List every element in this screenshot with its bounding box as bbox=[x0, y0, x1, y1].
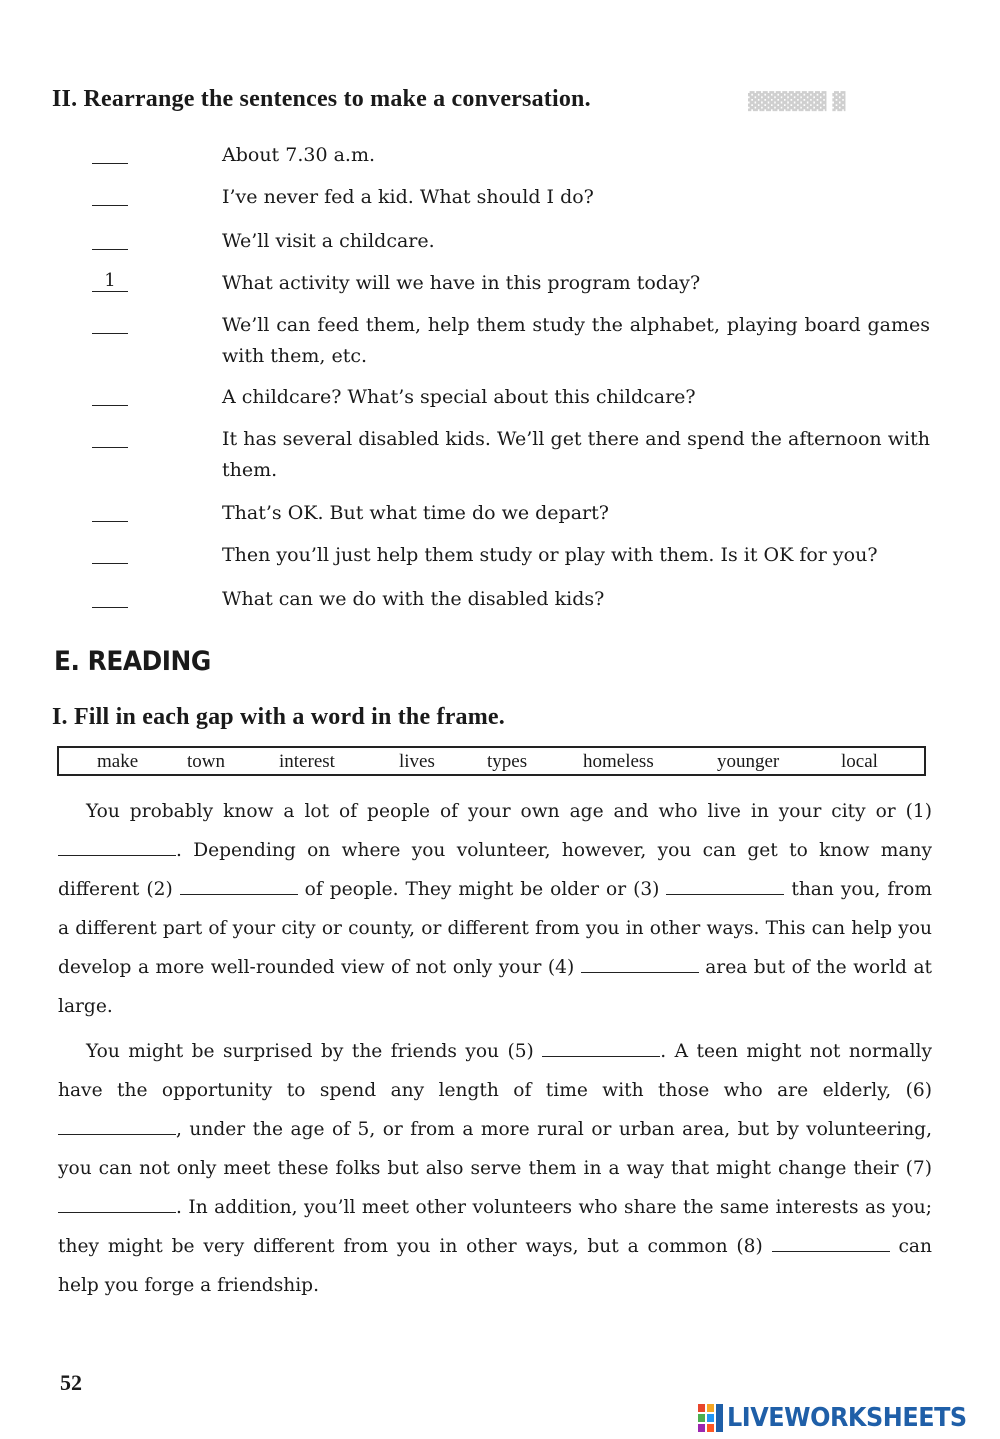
order-answer-input[interactable]: 1 bbox=[92, 270, 128, 292]
conversation-sentence: We’ll visit a childcare. bbox=[222, 230, 435, 252]
gap-6-input[interactable] bbox=[58, 1114, 176, 1135]
word-bank-item: make bbox=[97, 751, 139, 772]
order-answer-input[interactable] bbox=[92, 500, 128, 522]
order-answer-input[interactable] bbox=[92, 228, 128, 250]
conversation-sentence: About 7.30 a.m. bbox=[222, 144, 376, 166]
conversation-sentence: We’ll can feed them, help them study the alphabet, playing board games with them, etc. bbox=[222, 314, 930, 367]
conversation-sentence: What activity will we have in this program today? bbox=[222, 272, 701, 294]
reading-paragraph-1: You probably know a lot of people of your own age and who live in your city or (1) . Depending on where you volunteer, however, you can get to know many different (2) of people. They might be older or (3) than you, from a different part of your city or county, or different from you in other ways. This can help you develop a more well-rounded view of not only your (4) area but of the world at large. bbox=[58, 801, 932, 1017]
word-bank-item: local bbox=[841, 751, 878, 772]
gap-4-input[interactable] bbox=[581, 952, 699, 973]
order-answer-input[interactable] bbox=[92, 312, 128, 334]
gap-1-input[interactable] bbox=[58, 835, 176, 856]
reading-heading: E. READING bbox=[54, 646, 211, 677]
gap-3-input[interactable] bbox=[666, 874, 784, 895]
conversation-sentence: Then you’ll just help them study or play with them. Is it OK for you? bbox=[222, 544, 878, 566]
conversation-section-title: II. Rearrange the sentences to make a conversation. bbox=[52, 86, 591, 112]
order-answer-input[interactable] bbox=[92, 184, 128, 206]
page-number: 52 bbox=[60, 1370, 82, 1395]
word-bank-item: town bbox=[187, 751, 225, 772]
order-answer-input[interactable] bbox=[92, 384, 128, 406]
liveworksheets-brand bbox=[698, 1403, 988, 1433]
word-bank-item: younger bbox=[717, 751, 780, 772]
word-bank-frame bbox=[57, 746, 926, 776]
word-bank-item: homeless bbox=[583, 751, 654, 772]
word-bank-item: lives bbox=[399, 751, 435, 772]
order-answer-input[interactable] bbox=[92, 426, 128, 448]
brand-name: LIVEWORKSHEETS bbox=[727, 1403, 967, 1433]
liveworksheets-logo-icon bbox=[698, 1404, 724, 1432]
reading-paragraph-2: You might be surprised by the friends you (5) . A teen might not normally have the opportunity to spend any length of time with those who are elderly, (6) , under the age of 5, or from a more rural or urban area, but by volunteering, you can not only meet these folks but also serve them in a way that might change their (7) . In addition, you’ll meet other volunteers who share the same interests as you; they might be very different from you in other ways, but a common (8) can help you forge a friendship. bbox=[58, 1032, 932, 1305]
gap-2-input[interactable] bbox=[180, 874, 298, 895]
order-answer-input[interactable] bbox=[92, 542, 128, 564]
gap-7-input[interactable] bbox=[58, 1192, 176, 1213]
gap-8-input[interactable] bbox=[772, 1231, 890, 1252]
word-bank-item: interest bbox=[279, 751, 335, 772]
order-answer-input[interactable] bbox=[92, 586, 128, 608]
gap-5-input[interactable] bbox=[542, 1036, 660, 1057]
conversation-sentence: I’ve never fed a kid. What should I do? bbox=[222, 186, 594, 208]
conversation-sentence: That’s OK. But what time do we depart? bbox=[222, 502, 609, 524]
conversation-sentence: What can we do with the disabled kids? bbox=[222, 588, 605, 610]
order-answer-input[interactable] bbox=[92, 142, 128, 164]
conversation-sentence: A childcare? What’s special about this childcare? bbox=[222, 386, 696, 408]
word-bank-item: types bbox=[487, 751, 528, 772]
conversation-sentence: It has several disabled kids. We’ll get there and spend the afternoon with them. bbox=[222, 428, 930, 481]
fill-gap-title: I. Fill in each gap with a word in the frame. bbox=[52, 704, 505, 730]
